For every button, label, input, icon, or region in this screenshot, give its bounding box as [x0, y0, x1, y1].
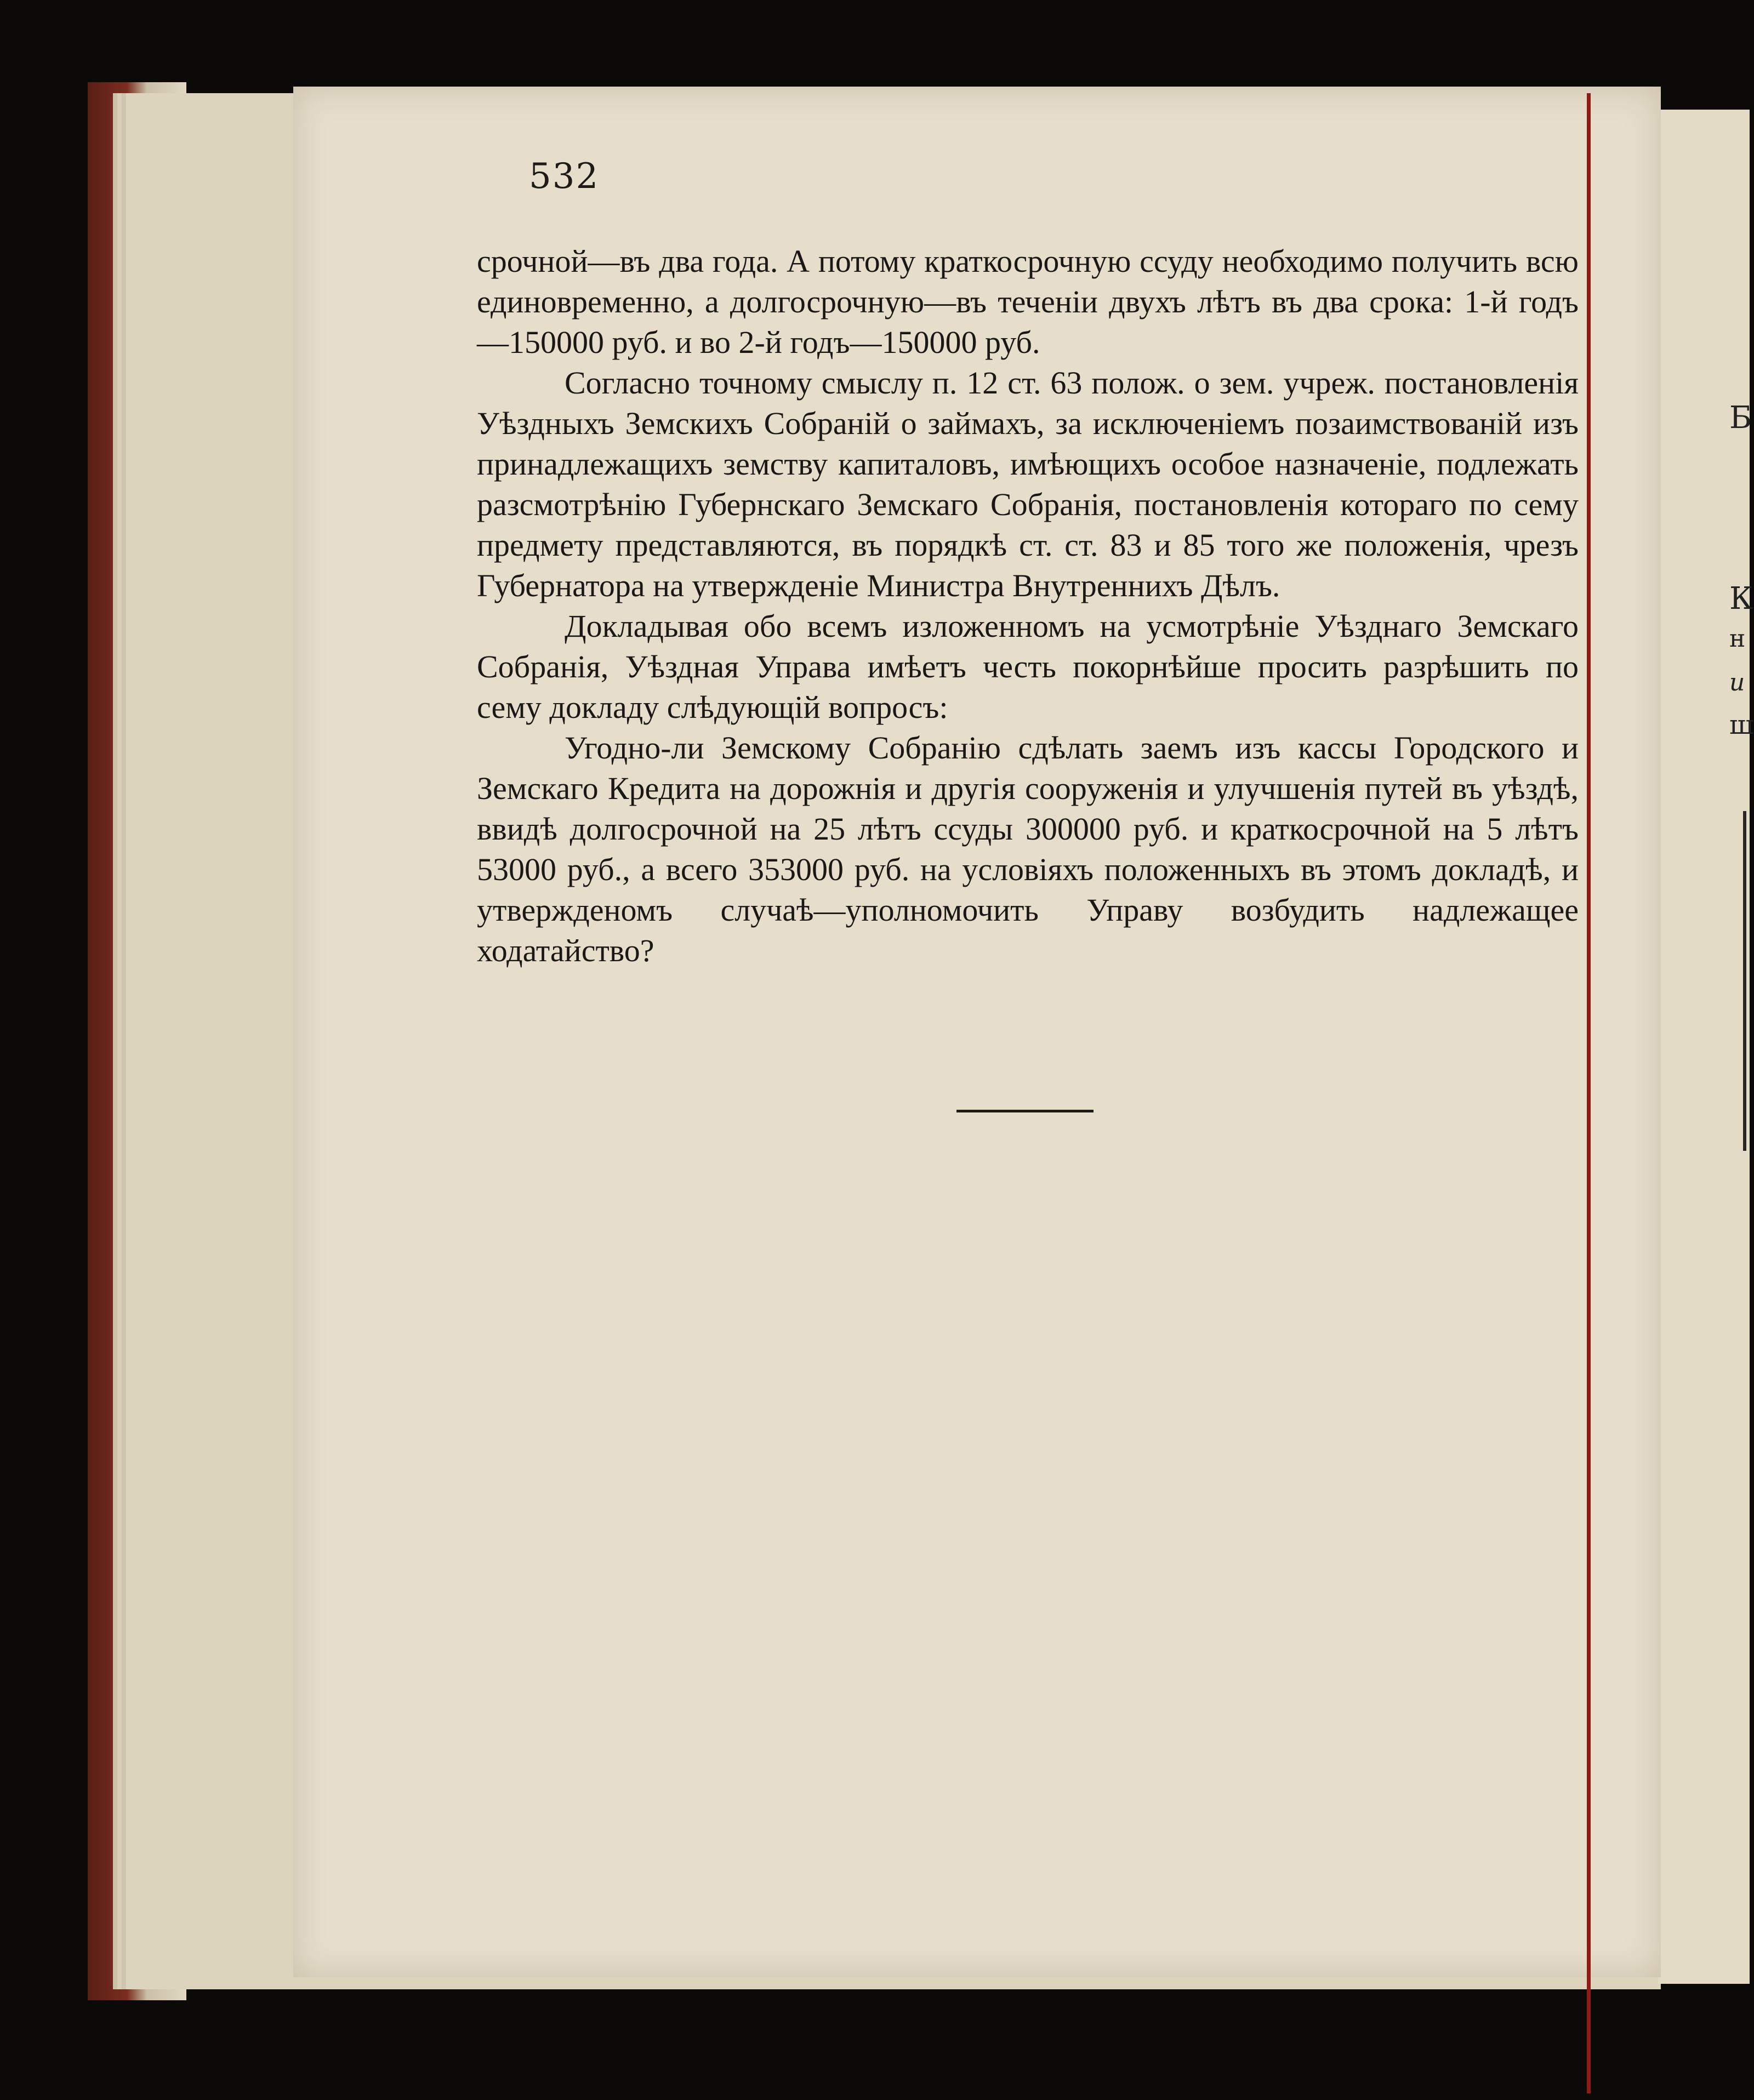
- adjacent-fragment: Б: [1729, 400, 1752, 436]
- page-number: 532: [529, 156, 600, 197]
- paragraph: Угодно-ли Земскому Собранію сдѣлать заемъ изъ кассы Городского и Земскаго Кредита на дорожнія и другія сооруженія и улучшенія путей въ уѣздѣ, ввидѣ долгосрочной на 25 лѣтъ ссуды 300000 руб. и краткосрочной на 5 лѣтъ 53000 руб., а всего 353000 руб. на условіяхъ положенныхъ въ этомъ докладѣ, и утвержденомъ случаѣ—уполномочить Управу возбудить надлежащее ходатайство?: [477, 730, 1579, 968]
- adjacent-fragment: н: [1729, 625, 1746, 653]
- paragraph: Согласно точному смыслу п. 12 ст. 63 полож. о зем. учреж. постановленія Уѣздныхъ Земскихъ Собраній о займахъ, за исключеніемъ позаимствованій изъ принадлежащихъ земству капиталовъ, имѣющихъ особое назначеніе, подлежать разсмотрѣнію Губернскаго Земскаго Собранія, постановленія котораго по сему предмету представляются, въ порядкѣ ст. ст. 83 и 85 того же положенія, чрезъ Губернатора на утвержденіе Министра Внутреннихъ Дѣлъ.: [477, 365, 1579, 603]
- paragraph: срочной—въ два года. А потому краткосрочную ссуду необходимо получить всю единовременно, а долгосрочную—въ теченіи двухъ лѣтъ въ два срока: 1-й годъ—150000 руб. и во 2-й годъ—150000 руб.: [477, 243, 1579, 360]
- paragraph: Докладывая обо всемъ изложенномъ на усмотрѣніе Уѣзднаго Земскаго Собранія, Уѣздная Управа имѣетъ честь покорнѣйше просить разрѣшить по сему докладу слѣдующій вопросъ:: [477, 608, 1579, 725]
- adjacent-fragment: ш: [1729, 710, 1754, 740]
- body-text: [477, 241, 1579, 971]
- bookmark-ribbon: [1587, 93, 1591, 2093]
- adjacent-page: [1658, 110, 1754, 1984]
- adjacent-fragment: и: [1729, 669, 1745, 697]
- adjacent-table-rule: [1743, 811, 1746, 1151]
- end-rule: [956, 1110, 1094, 1112]
- adjacent-fragment: К: [1729, 581, 1753, 617]
